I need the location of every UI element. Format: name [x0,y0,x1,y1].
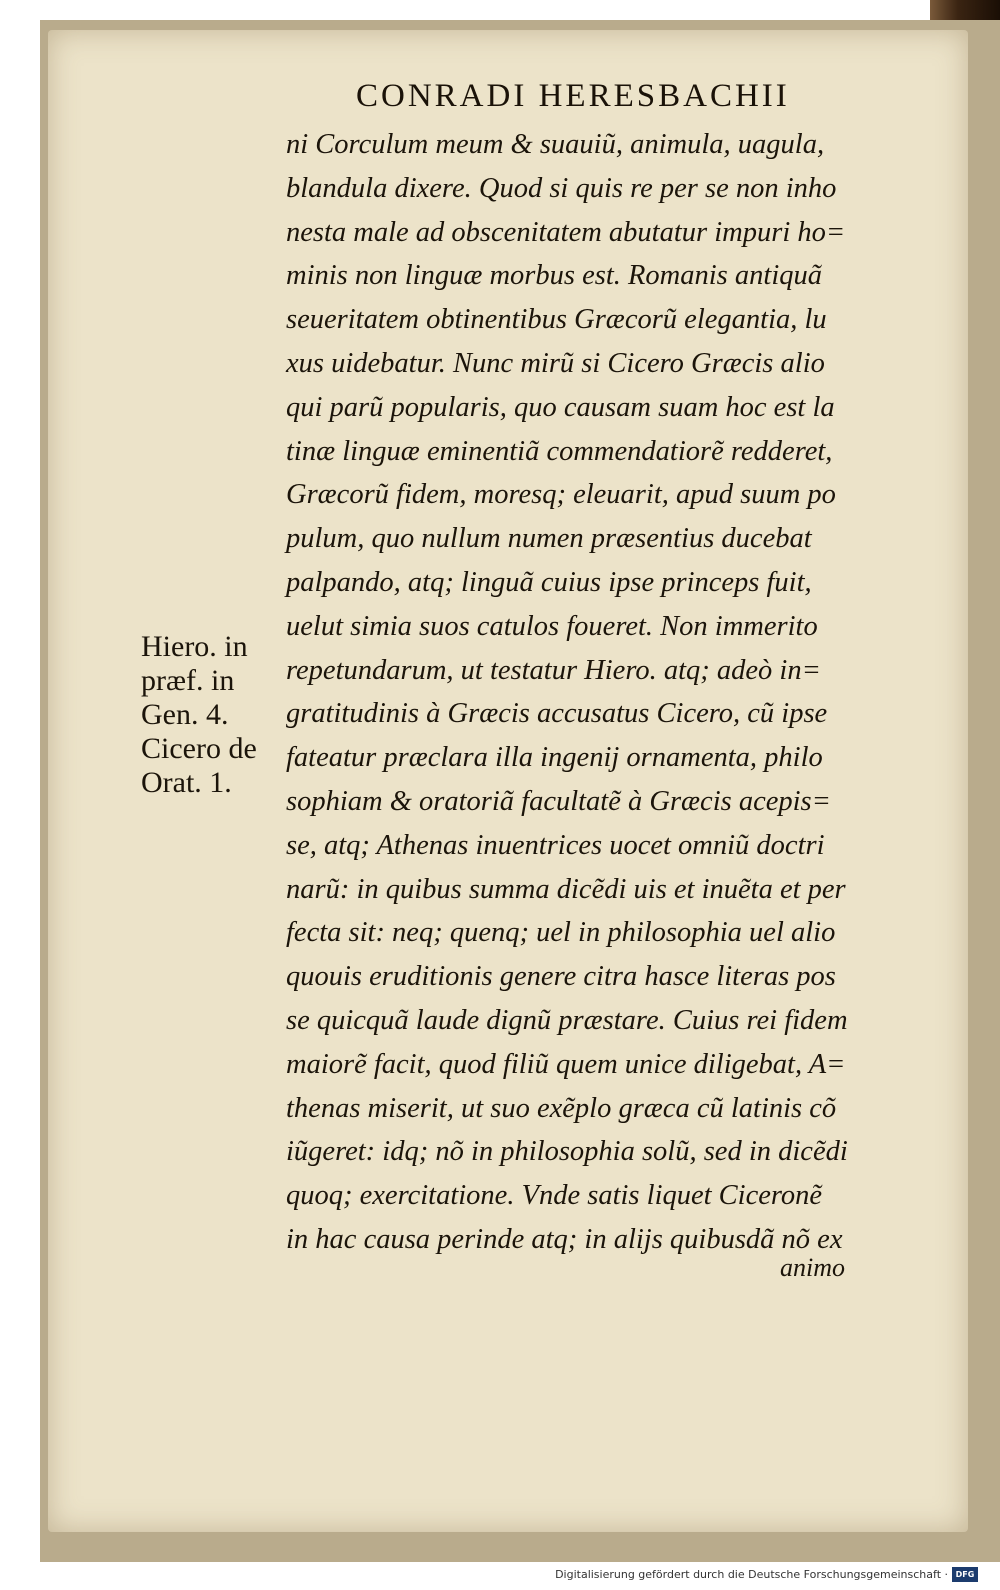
text-line: thenas miserit, ut suo exẽplo græca cũ latinis cõ [286,1092,837,1124]
text-line: sophiam & oratoriã facultatẽ à Græcis acepis= [286,785,831,817]
text-line: se, atq; Athenas inuentrices uocet omniũ doctri [286,829,825,861]
text-line: qui parũ popularis, quo causam suam hoc est la [286,391,835,423]
text-line: in hac causa perinde atq; in alijs quibusdã nõ ex [286,1223,843,1255]
margin-note-line: Hiero. in [141,630,248,663]
text-line: palpando, atq; linguã cuius ipse princeps fuit, [286,566,812,598]
text-line: ni Corculum meum & suauiũ, animula, uagula, [286,129,825,160]
text-line: quoq; exercitatione. Vnde satis liquet Ciceronẽ [286,1180,823,1212]
funding-credit: Digitalisierung gefördert durch die Deutsche Forschungsgemeinschaft · [555,1568,948,1581]
text-line: gratitudinis à Græcis accusatus Cicero, cũ ipse [286,698,828,730]
text-line: uelut simia suos catulos foueret. Non immerito [286,610,818,642]
text-line: Græcorũ fidem, moresq; eleuarit, apud suum po [286,479,836,511]
text-line: tinæ linguæ eminentiã commendatiorẽ redderet, [286,435,833,467]
text-line: blandula dixere. Quod si quis re per se non inho [286,172,837,204]
margin-note-line: præf. in [141,664,235,697]
text-line: se quicquã laude dignũ præstare. Cuius rei fidem [286,1004,848,1036]
text-line: repetundarum, ut testatur Hiero. atq; adeò in= [286,654,821,686]
margin-notes [141,630,291,800]
text-line: quouis eruditionis genere citra hasce literas pos [286,961,836,993]
text-line: iũgeret: idq; nõ in philosophia solũ, sed in dicẽdi [286,1136,848,1168]
margin-note-line: Cicero de [141,732,257,765]
text-line: nesta male ad obscenitatem abutatur impuri ho= [286,216,846,248]
footer-bar [0,1562,1000,1590]
text-line: pulum, quo nullum numen præsentius ducebat [286,523,812,555]
running-head: CONRADI HERESBACHII [356,78,790,114]
text-line: maiorẽ facit, quod filiũ quem unice diligebat, A= [286,1048,846,1080]
margin-note-line: Orat. 1. [141,766,232,799]
text-line: fateatur præclara illa ingenij ornamenta, philo [286,742,823,774]
margin-note-line: Gen. 4. [141,698,229,731]
text-line: seueritatem obtinentibus Græcorũ elegantia, lu [286,304,827,336]
text-line: narũ: in quibus summa dicẽdi uis et inuẽta et per [286,873,846,905]
dfg-logo: DFG [952,1567,978,1582]
catchword: animo [780,1253,845,1282]
text-line: xus uidebatur. Nunc mirũ si Cicero Græcis alio [286,347,825,379]
text-line: minis non linguæ morbus est. Romanis antiquã [286,260,822,292]
main-text [286,123,926,1262]
text-line: fecta sit: neq; quenq; uel in philosophia uel alio [286,917,836,949]
